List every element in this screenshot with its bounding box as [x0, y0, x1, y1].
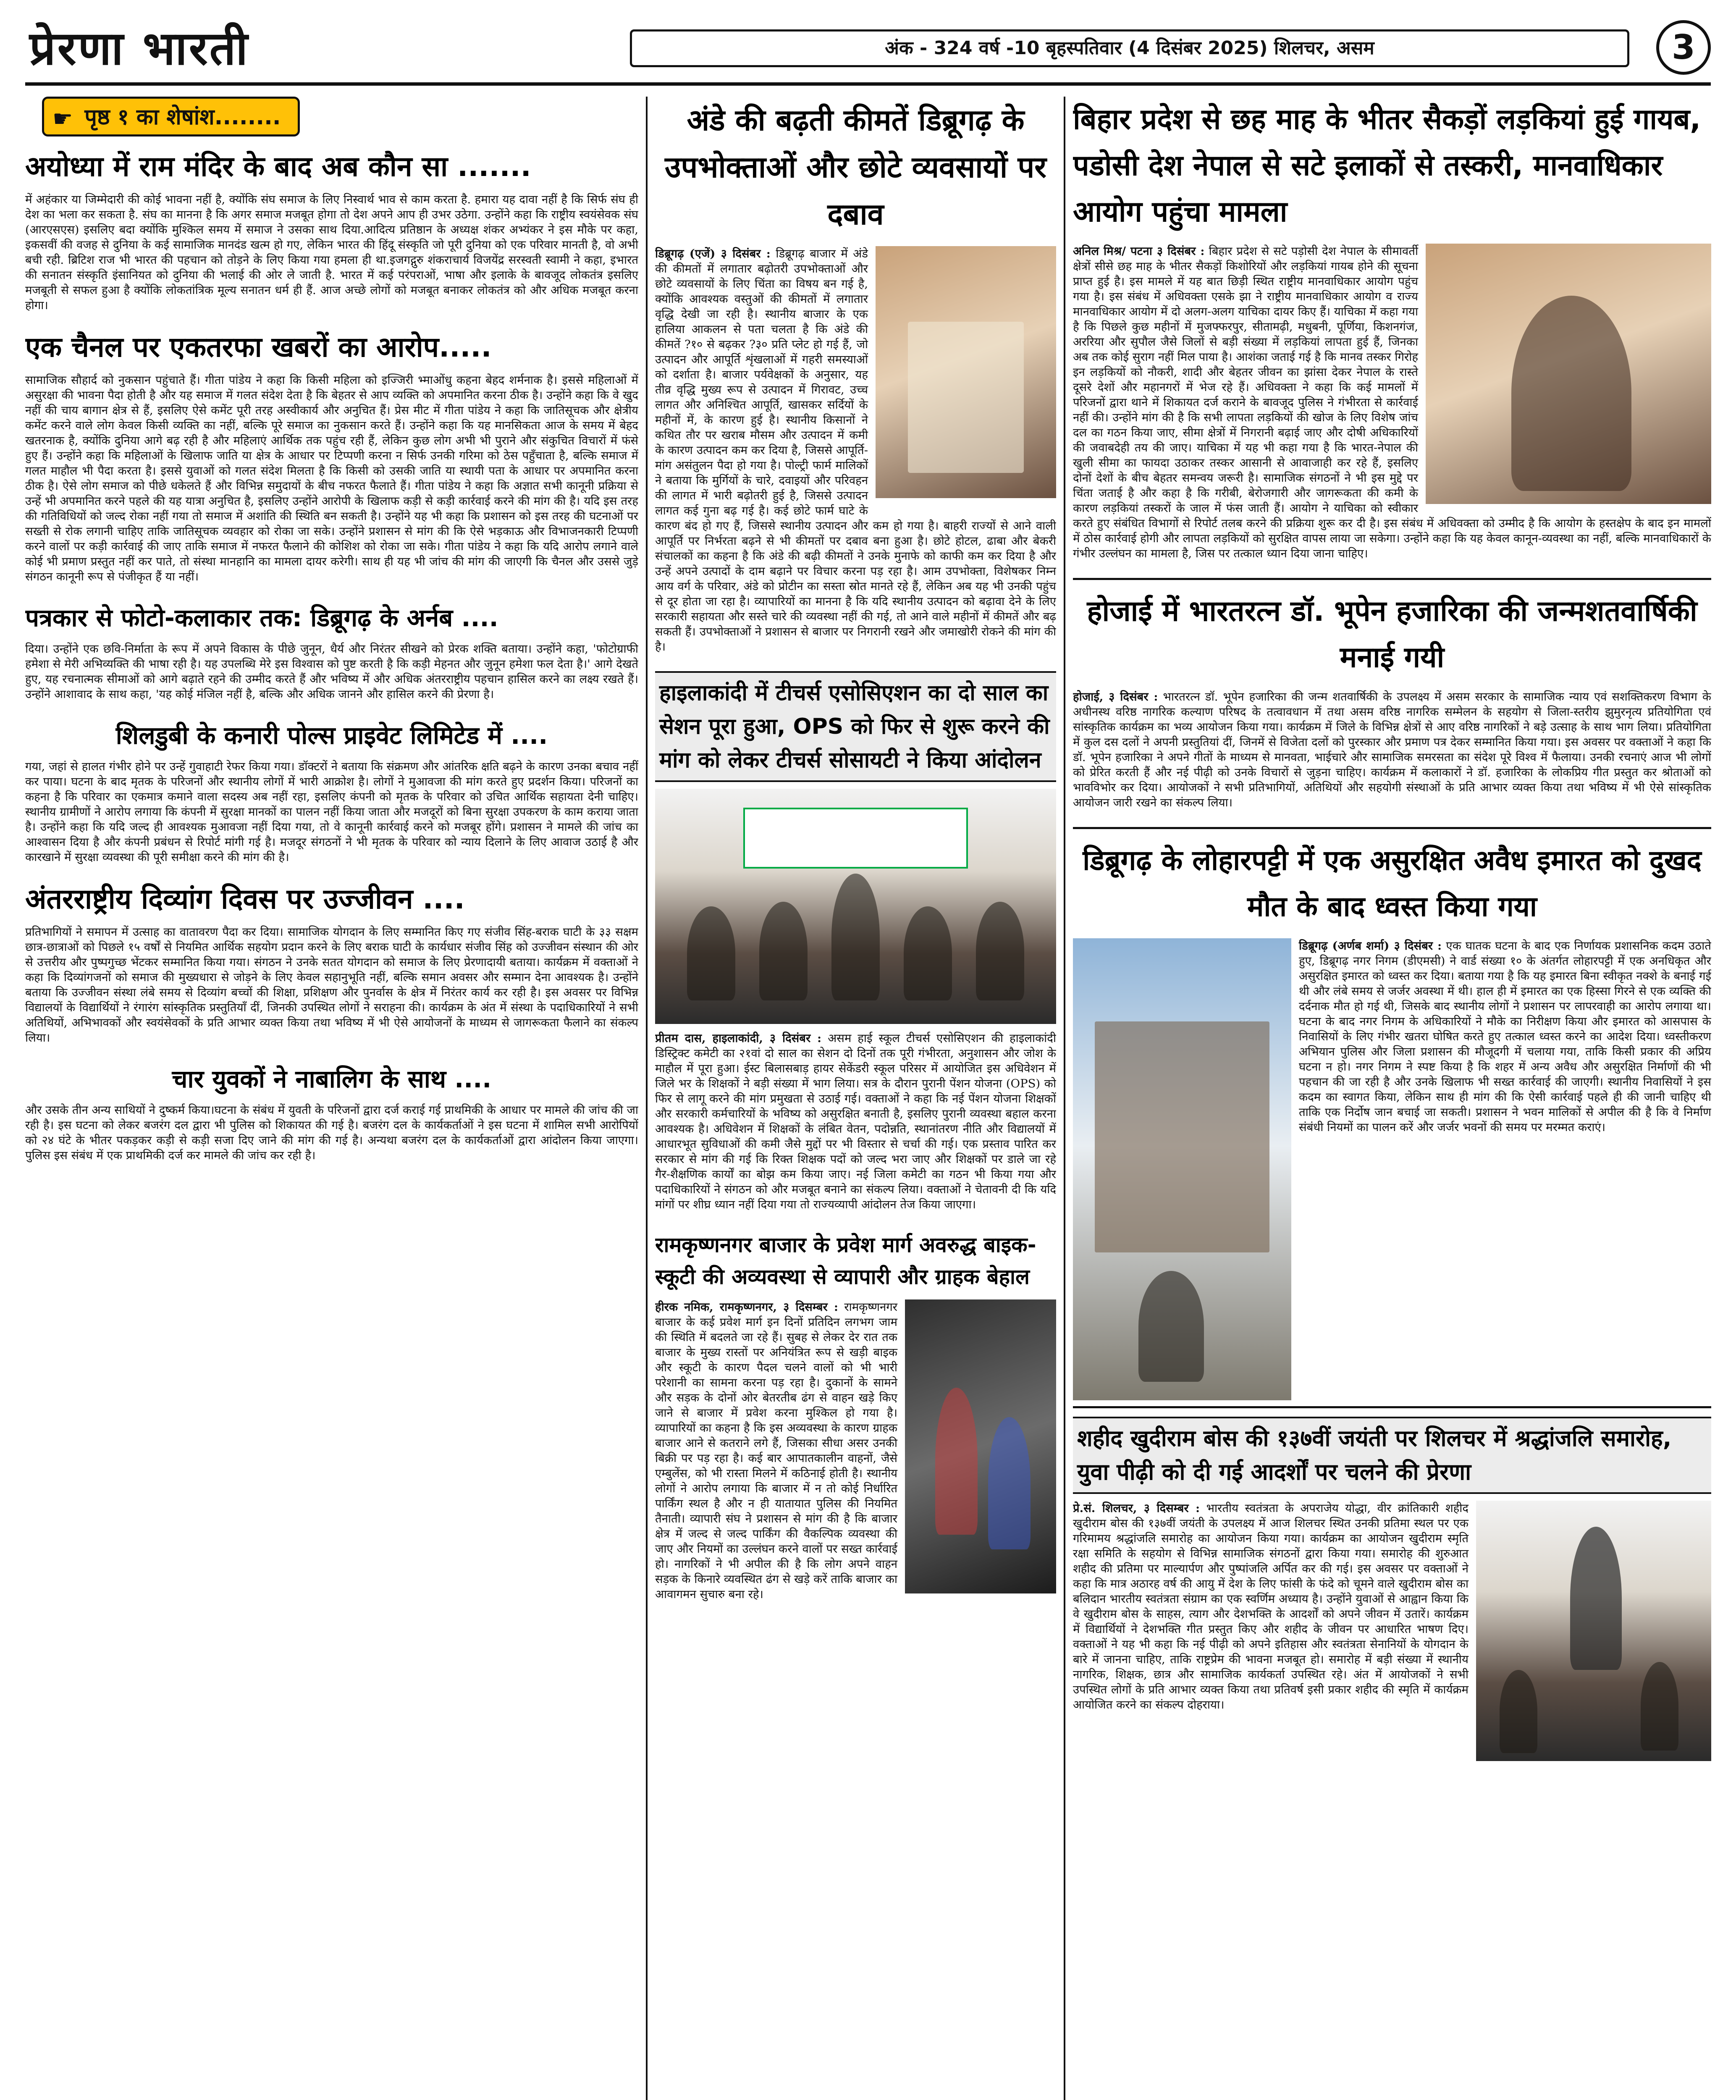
story-dateline: प्रीतम दास, हाइलाकांदी, ३ दिसंबर :	[655, 1032, 822, 1045]
news-story	[25, 882, 638, 1045]
story-headline: अंतरराष्ट्रीय दिव्यांग दिवस पर उज्जीवन ....	[25, 882, 465, 915]
story-dateline: अनिल मिश्र/ पटना ३ दिसंबर :	[1073, 244, 1205, 258]
story-headline: एक चैनल पर एकतरफा खबरों का आरोप.....	[25, 331, 492, 363]
news-story	[25, 149, 638, 313]
continuation-tag-label: पृष्ठ १ का शेषांश........	[84, 105, 281, 130]
news-story	[25, 1062, 638, 1163]
story-headline: होजाई में भारतरत्न डॉ. भूपेन हजारिका की जन्मशतवार्षिकी मनाई गयी	[1087, 595, 1697, 674]
story-body: सामाजिक सौहार्द को नुकसान पहुंचाते हैं। गीता पांडेय ने कहा कि किसी महिला को इज्जिरी भ्माओंधु कहना बेहद शर्मनाक है। इससे महिलाओं में असुरक्षा की भावना पैदा होती है और यह समाज में गलत संदेश देता है कि बेहतर से आप व्यक्ति को अपमानित करना ठीक है। उन्होंने कहा कि वे खुद नहीं की चाय बागान क्षेत्र से हैं, इसलिए ऐसे कमेंट पूरी तरह अस्वीकार्य और अनुचित हैं। प्रेस मीट में गीता पांडेय ने कहा कि जातिसूचक और क्षेत्रीय कमेंट करने वाले लोग केवल किसी व्यक्ति का नहीं, बल्कि पूरे समाज का नुकसान करते हैं। उन्होंने कहा कि यह मानसिकता आज के समय में बेहद खतरनाक है, क्योंकि दुनिया आगे बढ़ रही है और महिलाएं आर्थिक तक पहुंच रही हैं, लेकिन कुछ लोग अभी भी पुराने और संकुचित विचारों में फंसे हुए हैं। उन्होंने कहा कि महिलाओं के खिलाफ जाति या क्षेत्र के आधार पर टिप्पणी करना न सिर्फ उनकी गरिमा को ठेस पहुँचाता है, बल्कि समाज में गलत माहौल भी पैदा करता है। इससे युवाओं को गलत संदेश मिलता है कि किसी को उसकी जाति या स्थायी पता के आधार पर अपमानित करना ठीक है। ऐसे लोग समाज को पीछे धकेलते हैं और विभिन्न समुदायों के बीच नफरत फैलाते हैं। गीता पांडेय ने कहा कि अज्ञात सभी कानूनी प्रक्रिया से उन्हें भी अपमानित करने पहले की यह यात्रा अनुचित है, इसलिए उन्होंने आरोपी के खिलाफ कड़ी से कड़ी कार्रवाई करने की मांग की है। यदि इस तरह की गतिविधियों को जल्द रोका नहीं गया तो समाज में अशांति की स्थिति बन सकती है। उन्होंने यह भी कहा कि प्रशासन को इस तरह की घटनाओं पर सख्ती से रोक लगानी चाहिए ताकि जातिसूचक व्यवहार को रोका जा सके। उन्होंने प्रशासन से मांग की कि ऐसे भड़काऊ और विभाजनकारी टिप्पणी करने वालों पर कड़ी कार्रवाई की जाए ताकि समाज में नफरत फैलाने की कोशिश को रोका जा सके। गीता पांडेय ने कहा कि यदि आरोप लगाने वाले कोई भी प्रमाण प्रस्तुत नहीं कर पाते, तो संस्था मानहानि का मामला दायर करेगी। साथ ही यह भी जांच की मांग की जाएगी कि चैनल और उससे जुड़े संगठन कानूनी रूप से पंजीकृत हैं या नहीं।	[25, 373, 638, 583]
story-headline: बिहार प्रदेश से छह माह के भीतर सैकड़ों लड़कियां हुई गायब, पडोसी देश नेपाल से सटे इलाकों से तस्करी, मानवाधिकार आयोग पहुंचा मामला	[1073, 103, 1701, 228]
left-column	[25, 97, 638, 2100]
story-body: में अहंकार या जिम्मेदारी की कोई भावना नहीं है, क्योंकि संघ समाज के लिए निस्वार्थ भाव से काम करता है. हमारा यह दावा नहीं है कि सिर्फ संघ ही देश का भला कर सकता है. संघ का मानना है कि अगर समाज मजबूत होगा तो देश अपने आप ही उभर उठेगा. उन्होंने कहा कि राष्ट्रीय स्वयंसेवक संघ (आरएसएस) इसलिए बदा क्योंकि मुश्किल समय में समाज ने उसका साथ दिया.आदित्य प्रतिष्ठान के अध्यक्ष शंकर अभ्यंकर ने इस मौके पर कहा, इकसवीं की वजह से दुनिया के कई सामाजिक मानदंड खत्म हो गए, लेकिन भारत की हिंदू संस्कृति जो पूरी दुनिया को एक परिवार मानती है, वो अभी बची रही. ब्रिटिश राज भी भारत की पहचान को तोड़ने के लिए किया गया हमला ही था.इजगद्गुरु शंकराचार्य विजयेंद्र सरस्वती स्वामी ने कहा, इभारत की सनातन संस्कृति इंसानियत को दुनिया की भलाई की ओर ले जाती है. भारत में कई परंपराओं, भाषा और इलाके के बावजूद लोकतंत्र इसलिए मजबूती से सफल हुआ है क्योंकि लोकतांत्रिक मूल्य सनातन धर्म ही हैं. आज अच्छे लोगों को मजबूत बनाकर लोकतंत्र को और अधिक मजबूत करना होगा।	[25, 192, 638, 312]
column-divider	[646, 97, 648, 2100]
newspaper-title: प्रेरणा भारती	[29, 21, 249, 75]
story-headline: रामकृष्णनगर बाजार के प्रवेश मार्ग अवरुद्ध बाइक-स्कूटी की अव्यवस्था से व्यापारी और ग्राहक बेहाल	[655, 1233, 1036, 1289]
masthead-rule	[25, 82, 1711, 86]
story-headline: अयोध्या में राम मंदिर के बाद अब कौन सा .......	[25, 150, 531, 183]
news-story	[655, 671, 1056, 1212]
news-story	[25, 719, 638, 865]
story-body: और उसके तीन अन्य साथियों ने दुष्कर्म किया।घटना के संबंध में युवती के परिजनों द्वारा दर्ज कराई गई प्राथमिकी के आधार पर मामले की जांच की जा रही है। इस घटना को लेकर बजरंग दल द्वारा भी पुलिस को शिकायत की गई है। बजरंग दल के कार्यकर्ताओं ने इस घटना में शामिल सभी आरोपियों को २४ घंटे के भीतर पकड़कर कड़ी से कड़ी सजा दिए जाने की मांग की गई है। अन्यथा बजरंग दल के कार्यकर्ताओं द्वारा आंदोलन किया जाएगा। पुलिस इस संबंध में एक प्राथमिकी दर्ज कर मामले की जांच कर रही है।	[25, 1103, 638, 1162]
story-body	[1073, 689, 1711, 810]
right-column	[1073, 97, 1711, 2100]
story-headline: शहीद खुदीराम बोस की १३७वीं जयंती पर शिलचर में श्रद्धांजलि समारोह, युवा पीढ़ी को दी गई आदर्शों पर चलने की प्रेरणा	[1073, 1417, 1711, 1494]
story-body	[655, 1031, 1056, 1212]
story-headline: शिलडुबी के कनारी पोल्स प्राइवेट लिमिटेड में ....	[115, 721, 548, 750]
news-story	[1073, 578, 1711, 810]
statue-tribute-photo	[1476, 1501, 1711, 1761]
story-headline: चार युवकों ने नाबालिग के साथ ....	[172, 1064, 492, 1093]
story-headline: पत्रकार से फोटो-कलाकार तक: डिब्रूगढ़ के अर्नब ....	[25, 603, 498, 632]
story-headline: डिब्रूगढ़ के लोहारपट्टी में एक असुरक्षित अवैध इमारत को दुखद मौत के बाद ध्वस्त किया गया	[1083, 844, 1702, 923]
pointing-hand-icon: ☛	[52, 105, 73, 132]
story-text: असम हाई स्कूल टीचर्स एसोसिएशन की हाइलाकांदी डिस्ट्रिक्ट कमेटी का २१वां दो साल का सेशन दो दिनों तक पूरी गंभीरता, अनुशासन और जोश के माहौल में पूरा हुआ। ईस्ट बिलासबाड़ हायर सेकेंडरी स्कूल परिसर में आयोजित इस अधिवेशन में जिले भर के शिक्षकों ने बड़ी संख्या में भाग लिया। सत्र के दौरान पुरानी पेंशन योजना (OPS) को फिर से लागू करने की मांग प्रमुखता से उठाई गई। वक्ताओं ने कहा कि नई पेंशन योजना शिक्षकों और सरकारी कर्मचारियों के भविष्य को असुरक्षित बनाती है, इसलिए पुरानी व्यवस्था बहाल करना आवश्यक है। अधिवेशन में शिक्षकों के लंबित वेतन, पदोन्नति, स्थानांतरण नीति और विद्यालयों में आधारभूत सुविधाओं की कमी जैसे मुद्दों पर भी विस्तार से चर्चा की गई। एक प्रस्ताव पारित कर सरकार से मांग की गई कि रिक्त शिक्षक पदों को जल्द भरा जाए और शिक्षकों पर डाले जा रहे गैर-शैक्षणिक कार्यों का बोझ कम किया जाए। नई जिला कमेटी का गठन भी किया गया और पदाधिकारियों ने संगठन को और मजबूत बनाने का संकल्प लिया। वक्ताओं ने चेतावनी दी कि यदि मांगों पर शीघ्र ध्यान नहीं दिया गया तो राज्यव्यापी आंदोलन तेज किया जाएगा।	[655, 1032, 1056, 1211]
story-dateline: होजाई, ३ दिसंबर :	[1073, 690, 1158, 704]
news-story	[655, 97, 1056, 654]
news-story	[1073, 1406, 1711, 1712]
story-body: प्रतिभागियों ने समापन में उत्साह का वातावरण पैदा कर दिया। सामाजिक योगदान के लिए सम्मानित किए गए संजीव सिंह-बराक घाटी के ३३ सक्षम छात्र-छात्राओं को पिछले १५ वर्षों से नियमित आर्थिक सहयोग प्रदान करने के लिए बराक घाटी के कार्यधार संजीव सिंह को उज्जीवन संस्थान की ओर से उत्तरीय और पुष्पगुच्छ भेंटकर सम्मानित किया गया। संगठन ने उनके सतत योगदान को समाज के लिए प्रेरणादायी बताया। कार्यक्रम में वक्ताओं ने कहा कि दिव्यांगजनों को समाज की मुख्यधारा से जोड़ने के लिए केवल सहानुभूति नहीं, बल्कि समान अवसर और सम्मान देना आवश्यक है। उन्होंने बताया कि उज्जीवन संस्था लंबे समय से दिव्यांग बच्चों की शिक्षा, प्रशिक्षण और पुनर्वास के क्षेत्र में निरंतर कार्य कर रही है। इस अवसर पर विभिन्न विद्यालयों के विद्यार्थियों ने रंगारंग सांस्कृतिक प्रस्तुतियाँ दीं, जिनकी उपस्थित लोगों ने सराहना की। कार्यक्रम के अंत में संस्था के पदाधिकारियों ने सभी अतिथियों, अभिभावकों और स्वयंसेवकों के प्रति आभार व्यक्त किया तथा भविष्य में भी ऐसे आयोजनों के माध्यम से जागरूकता फैलाने का संकल्प लिया।	[25, 925, 638, 1045]
story-text: रामकृष्णनगर बाजार के कई प्रवेश मार्ग इन दिनों प्रतिदिन लगभग जाम की स्थिति में बदलते जा रहे हैं। सुबह से लेकर देर रात तक बाजार के मुख्य रास्तों पर अनियंत्रित रूप से खड़ी बाइक और स्कूटी के कारण पैदल चलने वालों को भी भारी परेशानी का सामना करना पड़ रहा है। दुकानों के सामने और सड़क के दोनों ओर बेतरतीब ढंग से वाहन खड़े किए जाने से बाजार में प्रवेश करना मुश्किल हो गया है। व्यापारियों का कहना है कि इस अव्यवस्था के कारण ग्राहक बाजार आने से कतराने लगे हैं, जिसका सीधा असर उनकी बिक्री पर पड़ रहा है। कई बार आपातकालीन वाहनों, जैसे एम्बुलेंस, को भी रास्ता मिलने में कठिनाई होती है। स्थानीय लोगों ने आरोप लगाया कि बाजार में न तो कोई निर्धारित पार्किंग स्थल है और न ही यातायात पुलिस की नियमित तैनाती। व्यापारी संघ ने प्रशासन से मांग की है कि बाजार क्षेत्र में जल्द से जल्द पार्किंग की वैकल्पिक व्यवस्था की जाए और नियमों का उल्लंघन करने वालों पर सख्त कार्रवाई हो। नागरिकों ने भी अपील की है कि लोग अपने वाहन सड़क के किनारे व्यवस्थित ढंग से खड़े करें ताकि बाजार का आवागमन सुचारु बना रहे।	[655, 1300, 897, 1601]
story-dateline: डिब्रूगढ़ (अर्णब शर्मा) ३ दिसंबर :	[1299, 939, 1442, 953]
story-text: भारतीय स्वतंत्रता के अपराजेय योद्धा, वीर क्रांतिकारी शहीद खुदीराम बोस की १३७वीं जयंती के उपलक्ष्य में आज शिलचर स्थित उनकी प्रतिमा स्थल पर एक गरिमामय श्रद्धांजलि समारोह का आयोजन किया गया। कार्यक्रम का आयोजन खुदीराम स्मृति रक्षा समिति के सहयोग से विभिन्न सामाजिक संगठनों द्वारा किया गया। समारोह की शुरुआत शहीद की प्रतिमा पर माल्यार्पण और पुष्पांजलि अर्पित कर की गई। इस अवसर पर वक्ताओं ने कहा कि मात्र अठारह वर्ष की आयु में देश के लिए फांसी के फंदे को चूमने वाले खुदीराम बोस का बलिदान भारतीय स्वतंत्रता संग्राम का एक स्वर्णिम अध्याय है। उन्होंने युवाओं से आह्वान किया कि वे खुदीराम बोस के साहस, त्याग और देशभक्ति के आदर्शों को अपने जीवन में उतारें। कार्यक्रम में विद्यार्थियों ने देशभक्ति गीत प्रस्तुत किए और शहीद के जीवन पर आधारित भाषण दिए। वक्ताओं ने यह भी कहा कि नई पीढ़ी को अपने इतिहास और स्वतंत्रता सेनानियों के योगदान के बारे में जानना चाहिए, ताकि राष्ट्रप्रेम की भावना मजबूत हो। समारोह में बड़ी संख्या में स्थानीय नागरिक, शिक्षक, छात्र और सामाजिक कार्यकर्ता उपस्थित रहे। अंत में आयोजकों ने सभी उपस्थित लोगों के प्रति आभार व्यक्त किया तथा प्रतिवर्ष इसी प्रकार शहीद की स्मृति में कार्यक्रम आयोजित करने का संकल्प दोहराया।	[1073, 1502, 1469, 1712]
news-story	[1073, 827, 1711, 1135]
story-text: बिहार प्रदेश से सटे पड़ोसी देश नेपाल के सीमावर्ती क्षेत्रों सीसे छह माह के भीतर सैकड़ों किशोरियों और लड़कियां गायब होने की सूचना प्राप्त हुई है। इस मामले में यह बात छिड़ी स्थित राष्ट्रीय मानवाधिकार आयोग पहुंच गया है। इस संबंध में अधिवक्ता एसके झा ने राष्ट्रीय मानवाधिकार आयोग व राज्य मानवाधिकार आयोग में दो अलग-अलग याचिका दायर किए हैं। याचिका में कहा गया है कि पिछले कुछ महीनों में मुजफ्फरपुर, सीतामढ़ी, मधुबनी, पूर्णिया, किशनगंज, अररिया और सुपौल जैसे जिलों से बड़ी संख्या में लड़कियां लापता हुई हैं, जिनका अब तक कोई सुराग नहीं मिल पाया है। आशंका जताई गई है कि मानव तस्कर गिरोह इन लड़कियों को नौकरी, शादी और बेहतर जीवन का झांसा देकर नेपाल के रास्ते दूसरे देशों और महानगरों में भेज रहे हैं। अधिवक्ता ने कहा कि कई मामलों में परिजनों द्वारा थाने में शिकायत दर्ज कराने के बावजूद पुलिस ने गंभीरता से कार्रवाई नहीं की। उन्होंने मांग की है कि सभी लापता लड़कियों की खोज के लिए विशेष जांच दल का गठन किया जाए, सीमा क्षेत्रों में निगरानी बढ़ाई जाए और दोषी अधिकारियों की जवाबदेही तय की जाए। याचिका में यह भी कहा गया है कि भारत-नेपाल की खुली सीमा का फायदा उठाकर तस्कर आसानी से आवाजाही कर रहे हैं, इसलिए दोनों देशों के बीच बेहतर समन्वय जरूरी है। सामाजिक संगठनों ने भी इस मुद्दे पर चिंता जताई है और कहा है कि गरीबी, बेरोजगारी और जागरूकता की कमी के कारण लड़कियां तस्करों के जाल में फंस जाती हैं। आयोग ने याचिका को स्वीकार करते हुए संबंधित विभागों से रिपोर्ट तलब करने की प्रक्रिया शुरू कर दी है। इस संबंध में अधिवक्ता को उम्मीद है कि आयोग के हस्तक्षेप के बाद इन मामलों में ठोस कार्रवाई होगी और लापता लड़कियों को सुरक्षित वापस लाया जा सकेगा। उन्होंने कहा कि यह केवल कानून-व्यवस्था का नहीं, बल्कि मानवाधिकारों के गंभीर उल्लंघन का मामला है, जिस पर तत्काल ध्यान दिया जाना चाहिए।	[1073, 244, 1711, 560]
story-dateline: प्रे.सं. शिलचर, ३ दिसम्बर :	[1073, 1502, 1200, 1515]
news-story	[25, 601, 638, 702]
middle-column	[655, 97, 1056, 2100]
story-body: दिया। उन्होंने एक छवि-निर्माता के रूप में अपने विकास के पीछे जुनून, धैर्य और निरंतर सीखने को प्रेरक शक्ति बताया। उन्होंने कहा, 'फोटोग्राफी हमेशा से मेरी अभिव्यक्ति की भाषा रही है। यह उपलब्धि मेरे इस विश्वास को पुष्ट करती है कि कड़ी मेहनत और जुनून हमेशा फल देता है।' आगे देखते हुए, यह रचनात्मक सीमाओं को आगे बढ़ाते रहने की उम्मीद करते हैं और भविष्य में और अधिक अंतरराष्ट्रीय पहचान हासिल करने का लक्ष्य रखते हैं। उन्होंने आशावाद के साथ कहा, 'यह कोई मंजिल नहीं है, बल्कि और अधिक जानने और हासिल करने की प्रेरणा है।	[25, 642, 638, 701]
column-divider	[1064, 97, 1065, 2100]
story-headline: अंडे की बढ़ती कीमतें डिब्रूगढ़ के उपभोक्ताओं और छोटे व्यवसायों पर दबाव	[665, 103, 1046, 231]
story-dateline: डिब्रूगढ़ (एजें) ३ दिसंबर :	[655, 247, 771, 260]
news-story	[25, 330, 638, 584]
news-story	[655, 1229, 1056, 1602]
event-photo	[655, 789, 1056, 1024]
shop-photo	[876, 246, 1056, 498]
story-headline: हाइलाकांदी में टीचर्स एसोसिएशन का दो साल का सेशन पूरा हुआ, OPS को फिर से शुरू करने की मांग को लेकर टीचर्स सोसायटी ने किया आंदोलन	[655, 671, 1056, 782]
masthead	[25, 17, 1711, 80]
continuation-tag	[42, 97, 300, 136]
issue-info: अंक - 324 वर्ष -10 बृहस्पतिवार (4 दिसंबर 2025) शिलचर, असम	[630, 29, 1629, 67]
market-photo	[905, 1299, 1056, 1593]
story-text: एक घातक घटना के बाद एक निर्णायक प्रशासनिक कदम उठाते हुए, डिब्रूगढ़ नगर निगम (डीएमसी) ने वार्ड संख्या १० के अंतर्गत लोहारपट्टी में एक अनधिकृत और असुरक्षित इमारत को ध्वस्त कर दिया। बताया गया है कि यह इमारत बिना स्वीकृत नक्शे के बनाई गई थी और लंबे समय से जर्जर अवस्था में थी। हाल ही में इमारत का एक हिस्सा गिरने से एक व्यक्ति की दर्दनाक मौत हो गई थी, जिसके बाद स्थानीय लोगों ने प्रशासन पर लापरवाही का आरोप लगाया था। घटना के बाद नगर निगम के अधिकारियों ने मौके का निरीक्षण किया और इमारत को आसपास के निवासियों के लिए गंभीर खतरा घोषित करते हुए तत्काल ध्वस्त करने का आदेश दिया। ध्वस्तीकरण अभियान पुलिस और जिला प्रशासन की मौजूदगी में चलाया गया, ताकि किसी प्रकार की अप्रिय घटना न हो। नगर निगम ने स्पष्ट किया है कि शहर में अन्य अवैध और असुरक्षित निर्माणों की भी पहचान की जा रही है और उनके खिलाफ भी सख्त कार्रवाई की जाएगी। स्थानीय निवासियों ने इस कदम का स्वागत किया, लेकिन साथ ही मांग की कि ऐसी कार्रवाई पहले ही की जानी चाहिए थी ताकि एक निर्दोष जान बचाई जा सकती। प्रशासन ने भवन मालिकों से अपील की है कि वे निर्माण संबंधी नियमों का पालन करें और जर्जर भवनों की समय पर मरम्मत कराएं।	[1299, 939, 1711, 1134]
building-photo	[1073, 938, 1291, 1400]
story-text: डिब्रूगढ़ बाजार में अंडे की कीमतों में लगातार बढ़ोतरी उपभोक्ताओं और छोटे व्यवसायों के लिए चिंता का विषय बन गई है, क्योंकि आवश्यक वस्तुओं की कीमतों में लगातार वृद्धि देखी जा रही है। स्थानीय बाजार के एक हालिया आकलन से पता चलता है कि अंडे की कीमतें ?१० से बढ़कर ?३० प्रति प्लेट हो गई हैं, जो उत्पादन और आपूर्ति शृंखलाओं में गहरी समस्याओं को दर्शाता है। बाजार पर्यवेक्षकों के अनुसार, यह तीव्र वृद्धि मुख्य रूप से उत्पादन में गिरावट, उच्च लागत और अनिश्चित आपूर्ति, खासकर सर्दियों के महीनों में, के कारण हुई है। स्थानीय किसानों ने कथित तौर पर खराब मौसम और उत्पादन में कमी के कारण उत्पादन कम कर दिया है, जिससे आपूर्ति-मांग असंतुलन पैदा हो गया है। पोल्ट्री फार्म मालिकों ने बताया कि मुर्गियों के चारे, दवाइयों और परिवहन की लागत में भारी बढ़ोतरी हुई है, जिससे उत्पादन लागत कई गुना बढ़ गई है। कई छोटे फार्म घाटे के कारण बंद हो गए हैं, जिससे स्थानीय उत्पादन और कम हो गया है। बाहरी राज्यों से आने वाली आपूर्ति पर निर्भरता बढ़ने से भी कीमतों पर दबाव बना हुआ है। छोटे होटल, ढाबा और बेकरी संचालकों का कहना है कि अंडे की बढ़ी कीमतों ने उनके मुनाफे को काफी कम कर दिया है और उन्हें अपने उत्पादों के दाम बढ़ाने पर विचार करना पड़ रहा है। आम उपभोक्ता, विशेषकर निम्न आय वर्ग के परिवार, अंडे को प्रोटीन का सस्ता स्रोत मानते रहे हैं, लेकिन अब यह भी उनकी पहुंच से दूर होता जा रहा है। व्यापारियों का मानना है कि यदि स्थानीय उत्पादन को बढ़ावा देने के लिए सरकारी सहायता और सस्ते चारे की व्यवस्था नहीं की गई, तो आने वाले महीनों में कीमतें और बढ़ सकती हैं। उपभोक्ताओं ने प्रशासन से बाजार पर निगरानी रखने और जमाखोरी रोकने की मांग की है।	[655, 247, 1056, 654]
story-text: भारतरत्न डॉ. भूपेन हजारिका की जन्म शतवार्षिकी के उपलक्ष्य में असम सरकार के सामाजिक न्याय एवं सशक्तिकरण विभाग के अधीनस्थ वरिष्ठ नागरिक कल्याण परिषद के तत्वावधान में तथा असम वरिष्ठ नागरिक सम्मेलन के सहयोग से जिला-स्तरीय झुमुरनृत्य प्रतियोगिता एवं सांस्कृतिक कार्यक्रम का भव्य आयोजन किया गया। कार्यक्रम में जिले के विभिन्न क्षेत्रों से आए वरिष्ठ नागरिकों ने बड़े उत्साह के साथ भाग लिया। प्रतियोगिता में कुल दस दलों ने अपनी प्रस्तुतियां दीं, जिनमें से विजेता दलों को पुरस्कार और प्रमाण पत्र देकर सम्मानित किया गया। इस अवसर पर वक्ताओं ने कहा कि डॉ. भूपेन हजारिका ने अपने गीतों के माध्यम से मानवता, भाईचारे और सामाजिक समरसता का संदेश पूरे विश्व में फैलाया। उनकी रचनाएं आज भी लोगों को प्रेरित करती हैं और नई पीढ़ी को उनके विचारों से जुड़ना चाहिए। कार्यक्रम में कलाकारों ने डॉ. हजारिका के लोकप्रिय गीत प्रस्तुत कर श्रोताओं को भावविभोर कर दिया। आयोजकों ने सभी प्रतिभागियों, अतिथियों और सहयोगी संस्थाओं के प्रति आभार व्यक्त किया तथा भविष्य में भी ऐसे सांस्कृतिक आयोजन जारी रखने का संकल्प लिया।	[1073, 690, 1711, 809]
story-dateline: हीरक नमिक, रामकृष्णनगर, ३ दिसम्बर :	[655, 1300, 839, 1314]
distressed-girl-photo	[1426, 244, 1711, 504]
story-body: गया, जहां से हालत गंभीर होने पर उन्हें गुवाहाटी रेफर किया गया। डॉक्टरों ने बताया कि संक्रमण और आंतरिक क्षति बढ़ने के कारण उनका बचाव नहीं कर पाया। घटना के बाद मृतक के परिजनों और स्थानीय लोगों में भारी आक्रोश है। लोगों ने मुआवजा की मांग करते हुए प्रदर्शन किया। परिजनों का कहना है कि परिवार का एकमात्र कमाने वाला सदस्य अब नहीं रहा, इसलिए कंपनी को मृतक के परिवार को उचित आर्थिक सहायता देनी चाहिए। स्थानीय ग्रामीणों ने आरोप लगाया कि कंपनी में सुरक्षा मानकों का पालन नहीं किया जाता और मजदूरों को बिना सुरक्षा उपकरण के काम कराया जाता है। उन्होंने कहा कि यदि जल्द ही आवश्यक मुआवजा नहीं दिया गया, तो वे कानूनी कार्रवाई करने को मजबूर होंगे। प्रशासन ने मामले की जांच का आश्वासन दिया है और कंपनी प्रबंधन से रिपोर्ट मांगी गई है। मजदूर संगठनों ने भी मृतक के परिवार को न्याय दिलाने के लिए आवाज उठाई है और कारखाने में सुरक्षा व्यवस्था की पूरी समीक्षा करने की मांग की है।	[25, 759, 638, 864]
news-story	[1073, 97, 1711, 561]
page-number: 3	[1656, 20, 1711, 75]
